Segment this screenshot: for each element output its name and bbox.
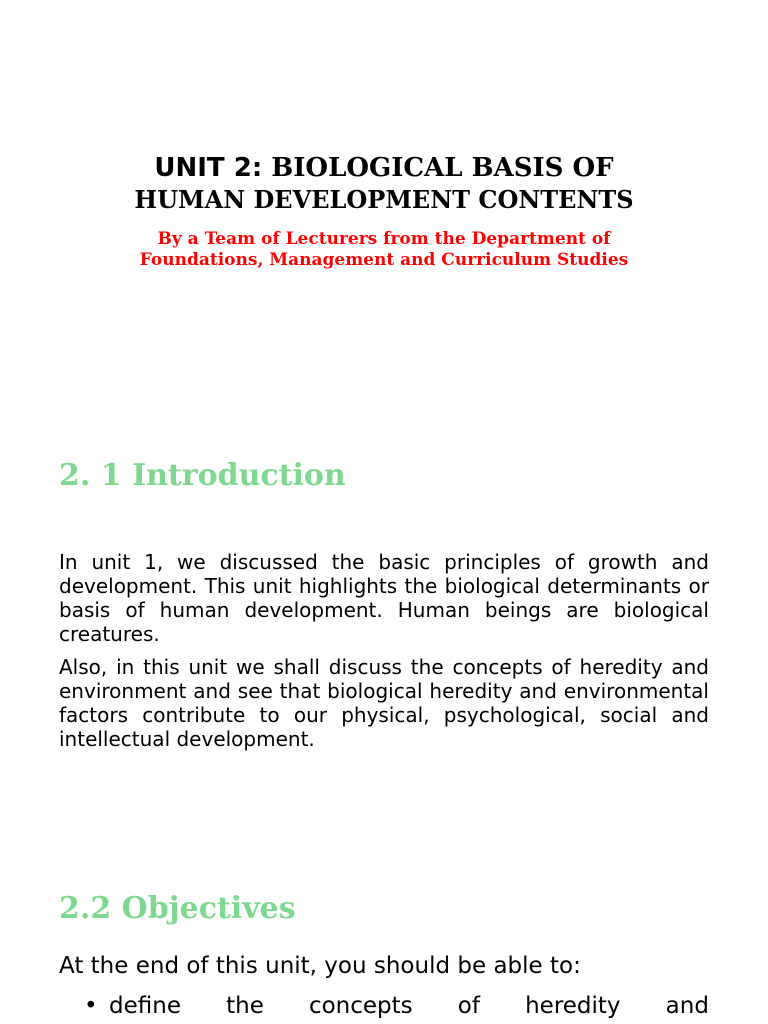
byline-line-1: By a Team of Lecturers from the Department of <box>157 229 611 249</box>
list-item <box>84 990 709 1022</box>
objective-word: concepts <box>308 993 413 1019</box>
bullet-icon: • <box>84 993 98 1019</box>
byline-line-2: Foundations, Management and Curriculum Studies <box>139 250 629 270</box>
objective-word: heredity <box>525 993 621 1019</box>
objective-word: define <box>109 993 181 1019</box>
unit-label: UNIT 2: <box>154 153 263 183</box>
introduction-heading: 2. 1 Introduction <box>59 458 346 493</box>
introduction-paragraph-1: In unit 1, we discussed the basic principles of growth and development. This unit highlights the biological determinants or basis of human development. Human beings are biological creatures. <box>59 550 709 646</box>
objectives-list <box>84 990 709 1022</box>
objectives-heading: 2.2 Objectives <box>59 891 296 926</box>
title-line-1 <box>0 152 768 184</box>
objectives-lead: At the end of this unit, you should be able to: <box>59 953 581 979</box>
author-byline <box>0 229 768 271</box>
title-line-2: HUMAN DEVELOPMENT CONTENTS <box>134 185 634 214</box>
objective-item-text <box>109 990 709 1022</box>
objective-word: the <box>226 993 264 1019</box>
objective-word: of <box>457 993 480 1019</box>
title-line-1-rest: BIOLOGICAL BASIS OF <box>271 153 614 183</box>
introduction-paragraph-2: Also, in this unit we shall discuss the concepts of heredity and environment and see that biological heredity and environmental factors contribute to our physical, psychological, social and intellectual development. <box>59 655 709 751</box>
objective-word: and <box>665 993 709 1019</box>
document-title <box>0 152 768 216</box>
